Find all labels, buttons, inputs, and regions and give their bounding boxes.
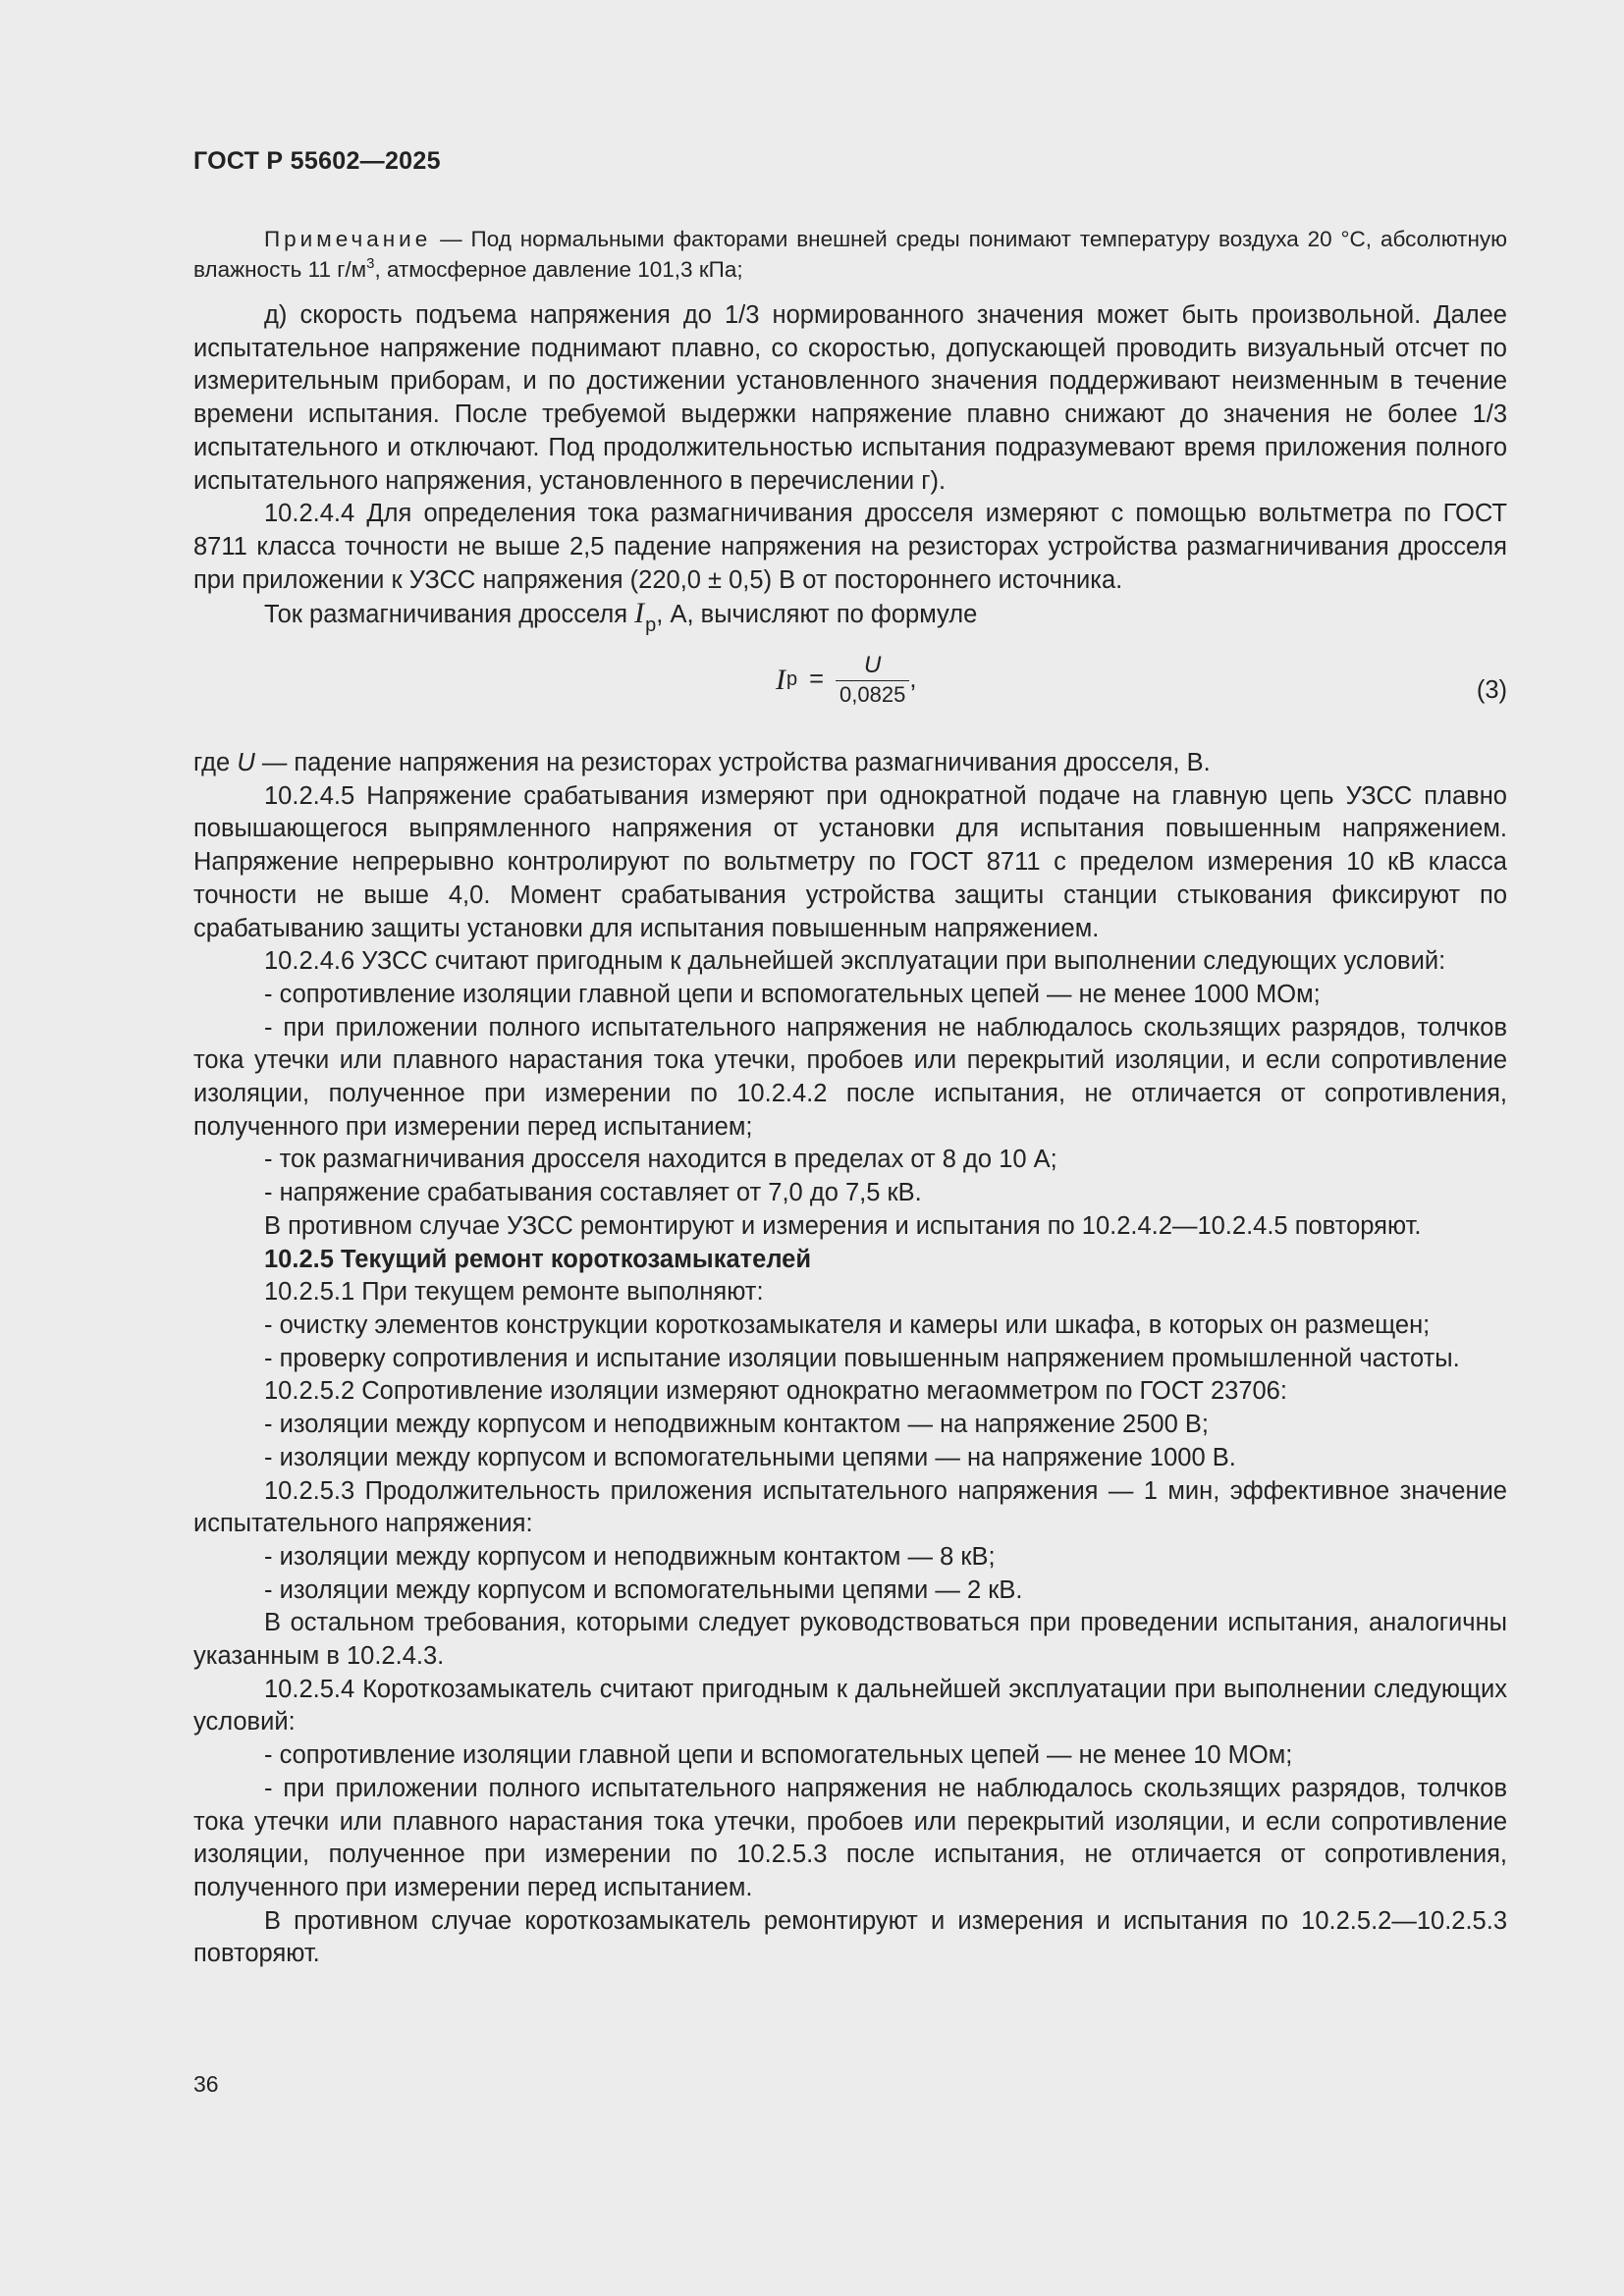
paragraph-10-2-5-1: 10.2.5.1 При текущем ремонте выполняют: — [264, 1278, 764, 1307]
list-item: - изоляции между корпусом и вспомогательными цепями — на напряжение 1000 В. — [264, 1443, 1236, 1471]
current-variable: I — [634, 597, 645, 630]
list-item: - проверку сопротивления и испытание изоляции повышенным напряжением промышленной частоты. — [264, 1344, 1460, 1372]
current-intro-text: Ток размагничивания дросселя — [264, 601, 635, 629]
section-heading-10-2-5: 10.2.5 Текущий ремонт короткозамыкателей — [264, 1245, 812, 1273]
note-text-end: , атмосферное давление 101,3 кПа; — [374, 257, 743, 282]
formula-denominator: 0,0825 — [836, 680, 909, 709]
current-intro-text-end: , А, вычисляют по формуле — [656, 601, 978, 629]
paragraph-10-2-4-6: 10.2.4.6 УЗСС считают пригодным к дальнейшей эксплуатации при выполнении следующих условий: — [264, 947, 1446, 976]
formula-number: (3) — [1476, 676, 1507, 705]
formula-trailing-comma: , — [909, 665, 917, 693]
formula-3 — [193, 645, 1507, 743]
list-item: - сопротивление изоляции главной цепи и вспомогательных цепей — не менее 10 МОм; — [264, 1741, 1293, 1770]
paragraph-10-2-5-2: 10.2.5.2 Сопротивление изоляции измеряют однократно мегаомметром по ГОСТ 23706: — [264, 1377, 1287, 1406]
list-item: - при приложении полного испытательного напряжения не наблюдалось скользящих разрядов, толчков тока утечки или плавного нарастания тока утечки, пробоев или перекрытий изоляции, и если сопротивление изоляции, полученное при измерении по 10.2.5.3 после испытания, не отличается от сопротивления, полученного при измерении перед испытанием. — [193, 1774, 1507, 1901]
paragraph-otherwise-uzss: В противном случае УЗСС ремонтируют и измерения и испытания по 10.2.4.2—10.2.4.5 повторяют. — [264, 1211, 1422, 1240]
list-item: - сопротивление изоляции главной цепи и вспомогательных цепей — не менее 1000 МОм; — [264, 980, 1321, 1008]
where-prefix: где — [193, 749, 238, 777]
formula-lhs-subscript: р — [786, 667, 798, 690]
where-text: — падение напряжения на резисторах устройства размагничивания дросселя, В. — [254, 749, 1211, 777]
list-item: - изоляции между корпусом и неподвижным контактом — на напряжение 2500 В; — [264, 1411, 1209, 1439]
paragraph-where — [193, 747, 1507, 780]
note-label: Примечание — [264, 227, 432, 251]
current-variable-subscript: р — [645, 614, 657, 637]
note-paragraph — [193, 224, 1507, 285]
formula-lhs-variable: I — [776, 663, 785, 696]
document-body — [193, 224, 1507, 1971]
formula-expression — [776, 651, 916, 709]
document-header: ГОСТ Р 55602—2025 — [193, 147, 441, 175]
paragraph-10-2-4-4: 10.2.4.4 Для определения тока размагничивания дросселя измеряют с помощью вольтметра по ГОСТ 8711 класса точности не выше 2,5 падение напряжения на резисторах устройства размагничивания дросселя при приложении к УЗСС напряжения (220,0 ± 0,5) В от постороннего источника. — [193, 500, 1507, 594]
paragraph-10-2-5-3: 10.2.5.3 Продолжительность приложения испытательного напряжения — 1 мин, эффективное значение испытательного напряжения: — [193, 1476, 1507, 1538]
list-item: - изоляции между корпусом и неподвижным контактом — 8 кВ; — [264, 1542, 996, 1571]
formula-fraction — [836, 651, 909, 709]
formula-numerator: U — [864, 652, 882, 679]
list-item: - напряжение срабатывания составляет от 7,0 до 7,5 кВ. — [264, 1179, 922, 1207]
list-item: - очистку элементов конструкции короткозамыкателя и камеры или шкафа, в которых он размещен; — [264, 1310, 1431, 1339]
page-number: 36 — [193, 2071, 219, 2097]
where-variable: U — [237, 749, 255, 777]
paragraph-current-formula-intro — [193, 597, 1507, 643]
list-item: - при приложении полного испытательного напряжения не наблюдалось скользящих разрядов, толчков тока утечки или плавного нарастания тока утечки, пробоев или перекрытий изоляции, и если сопротивление изоляции, полученное при измерении по 10.2.4.2 после испытания, не отличается от сопротивления, полученного при измерении перед испытанием; — [193, 1013, 1507, 1141]
list-item: - ток размагничивания дросселя находится в пределах от 8 до 10 А; — [264, 1146, 1057, 1174]
paragraph-10-2-4-5: 10.2.4.5 Напряжение срабатывания измеряют при однократной подаче на главную цепь УЗСС плавно повышающегося выпрямленного напряжения от установки для испытания повышенным напряжением. Напряжение непрерывно контролируют по вольтметру по ГОСТ 8711 с пределом измерения 10 кВ класса точности не выше 4,0. Момент срабатывания устройства защиты станции стыкования фиксируют по срабатыванию защиты установки для испытания повышенным напряжением. — [193, 781, 1507, 942]
note-superscript: 3 — [366, 255, 375, 272]
paragraph-10-2-5-4: 10.2.5.4 Короткозамыкатель считают пригодным к дальнейшей эксплуатации при выполнении следующих условий: — [193, 1675, 1507, 1736]
paragraph-rest-requirements: В остальном требования, которыми следует руководствоваться при проведении испытания, аналогичны указанным в 10.2.4.3. — [193, 1609, 1507, 1671]
list-item: - изоляции между корпусом и вспомогательными цепями — 2 кВ. — [264, 1575, 1023, 1604]
paragraph-otherwise-shorting: В противном случае короткозамыкатель ремонтируют и измерения и испытания по 10.2.5.2—10.2.5.3 повторяют. — [193, 1906, 1507, 1968]
paragraph-d: д) скорость подъема напряжения до 1/3 нормированного значения может быть произвольной. Далее испытательное напряжение поднимают плавно, со скоростью, допускающей проводить визуальный отсчет по измерительным приборам, и по достижении установленного значения поддерживают неизменным в течение времени испытания. После требуемой выдержки напряжение плавно снижают до значения не более 1/3 испытательного и отключают. Под продолжительностью испытания подразумевают время приложения полного испытательного напряжения, установленного в перечислении г). — [193, 301, 1507, 495]
note-text: — Под нормальными факторами внешней среды понимают температуру воздуха 20 °С, абсолютную влажность 11 г/м — [193, 227, 1507, 282]
formula-equals: = — [809, 665, 825, 693]
